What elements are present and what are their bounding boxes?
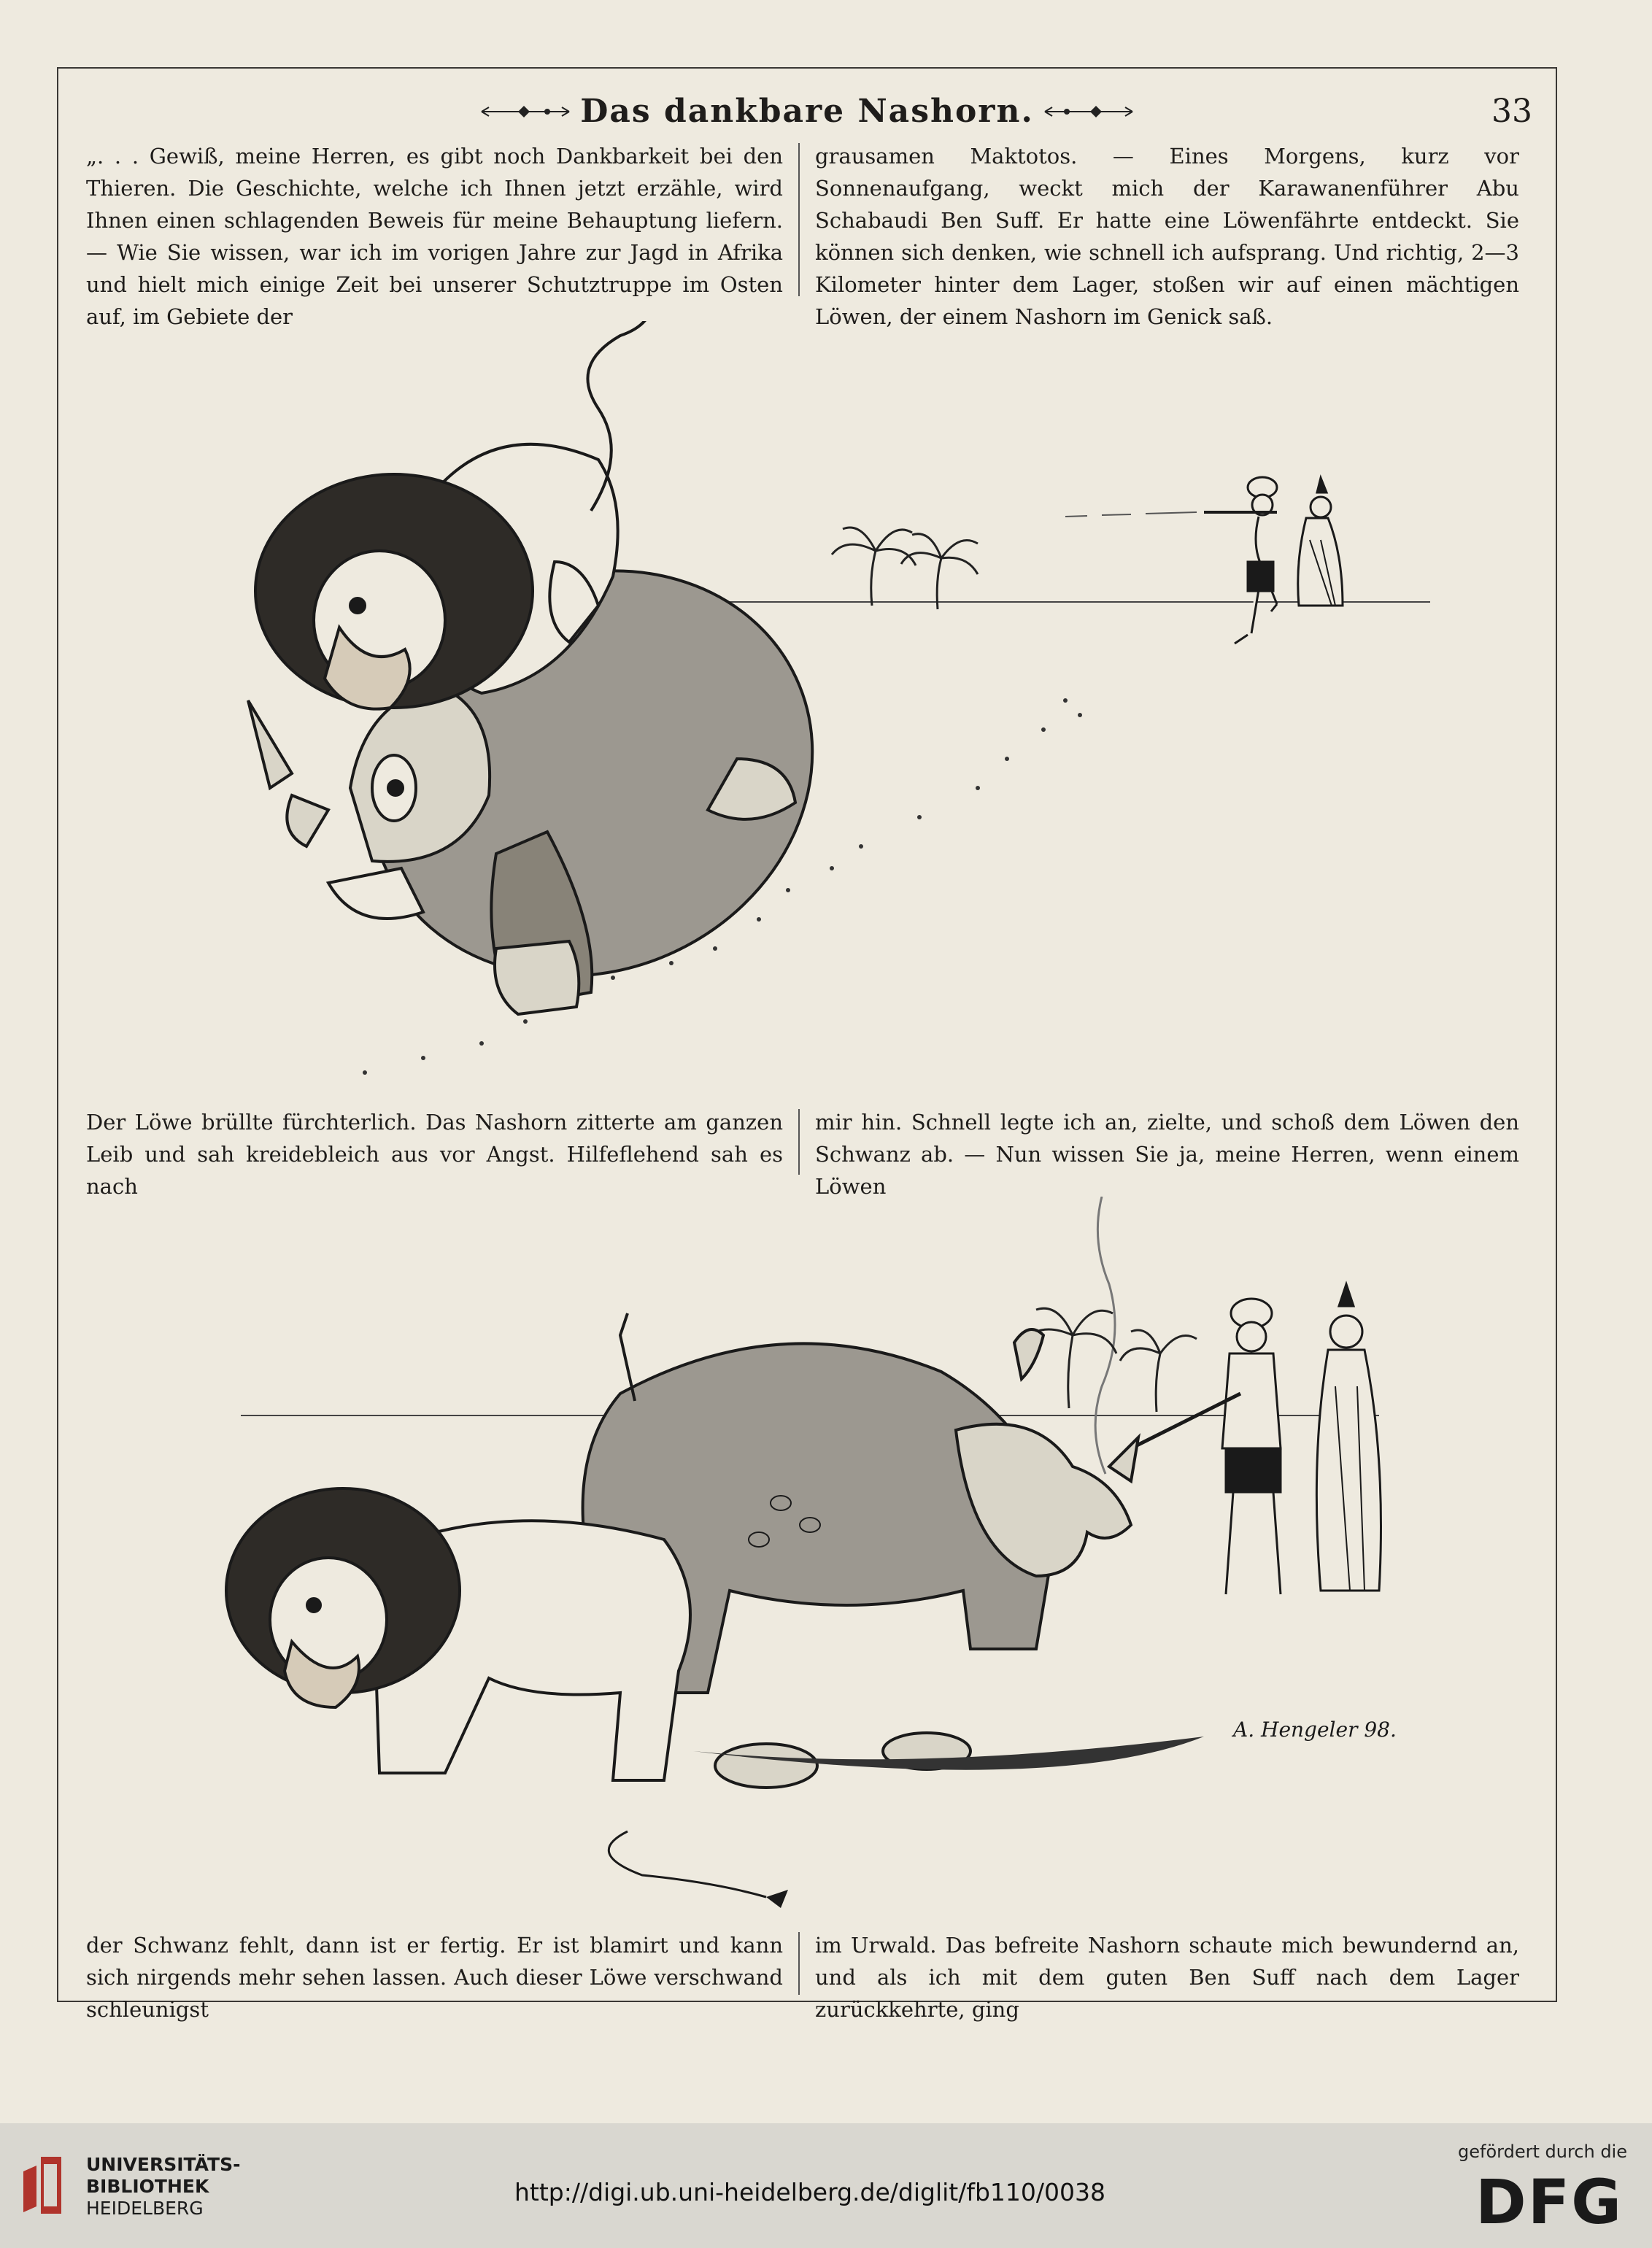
paragraph: grausamen Maktotos. — Eines Morgens, kurz vor Sonnenaufgang, weckt mich der Karawanenführer Abu Schabaudi Ben Suff. Er hatte eine Löwenfährte entdeckt. Sie können sich denken, wie schnell ich aufsprang. Und richtig, 2—3 Kilometer hinter dem Lager, stoßen wir auf einen mächtigen Löwen, der einem Nashorn im Genick saß. <box>815 144 1519 329</box>
palm-trees <box>832 528 978 609</box>
paragraph: mir hin. Schnell legte ich an, zielte, und schoß dem Löwen den Schwanz ab. — Nun wissen Sie ja, meine Herren, wenn einem Löwen <box>815 1110 1519 1199</box>
page-title: Das dankbare Nashorn. <box>580 93 1034 130</box>
paragraph: „. . . Gewiß, meine Herren, es gibt noch Dankbarkeit bei den Thieren. Die Geschichte, welche ich Ihnen jetzt erzähle, wird Ihnen einen schlagenden Beweis für meine Behauptung liefern. — Wie Sie wissen, war ich im vorigen Jahre zur Jagd in Afrika und hielt mich einige Zeit bei unserer Schutztruppe im Osten auf, im Gebiete der <box>86 144 783 329</box>
university-library-logo-icon <box>19 2152 66 2218</box>
artist-signature: A. Hengeler 98. <box>1233 1718 1397 1742</box>
page-header <box>57 86 1557 137</box>
lion-drawing <box>226 1488 690 1780</box>
left-ornament-icon <box>467 86 576 137</box>
text-column-2-left <box>86 1106 783 1202</box>
text-column-1-left <box>86 140 783 333</box>
svg-text:DFG: DFG <box>1475 2171 1624 2229</box>
library-name <box>86 2154 261 2220</box>
paragraph: Der Löwe brüllte fürchterlich. Das Nashorn zitterte am ganzen Leib und sah kreidebleich aus vor Angst. Hilfeflehend sah es nach <box>86 1110 783 1199</box>
hunter-figure <box>1131 1299 1281 1594</box>
column-divider <box>798 143 800 296</box>
paragraph: im Urwald. Das befreite Nashorn schaute mich bewundernd an, und als ich mit dem guten Ben Suff nach dem Lager zurückkehrte, ging <box>815 1933 1519 2022</box>
illustration-lion-on-rhino <box>204 321 1445 1094</box>
text-column-3-right <box>815 1929 1519 2025</box>
shot-trail <box>1065 512 1197 517</box>
companion-figure <box>1298 478 1343 606</box>
column-divider <box>798 1932 800 1995</box>
library-name-line: BIBLIOTHEK <box>86 2176 209 2197</box>
library-name-line: UNIVERSITÄTS- <box>86 2154 241 2175</box>
funding-label: gefördert durch die <box>1458 2141 1627 2162</box>
permalink-url[interactable]: http://digi.ub.uni-heidelberg.de/diglit/fb110/0038 <box>514 2178 1106 2206</box>
companion-figure <box>1316 1284 1381 1591</box>
library-name-line: HEIDELBERG <box>86 2198 204 2219</box>
text-column-3-left <box>86 1929 783 2025</box>
illustration-tailless-lion <box>182 1197 1437 1926</box>
column-divider <box>798 1109 800 1175</box>
text-column-2-right <box>815 1106 1519 1202</box>
right-ornament-icon <box>1038 86 1147 137</box>
page-number: 33 <box>1491 93 1532 130</box>
hunter-figure <box>1204 477 1277 644</box>
text-column-1-right <box>815 140 1519 333</box>
dfg-logo-icon <box>1475 2171 1636 2229</box>
paragraph: der Schwanz fehlt, dann ist er fertig. Er ist blamirt und kann sich nirgends mehr sehen lassen. Auch dieser Löwe verschwand schleunigst <box>86 1933 783 2022</box>
palm-trees <box>1022 1308 1197 1412</box>
severed-tail <box>609 1831 766 1897</box>
